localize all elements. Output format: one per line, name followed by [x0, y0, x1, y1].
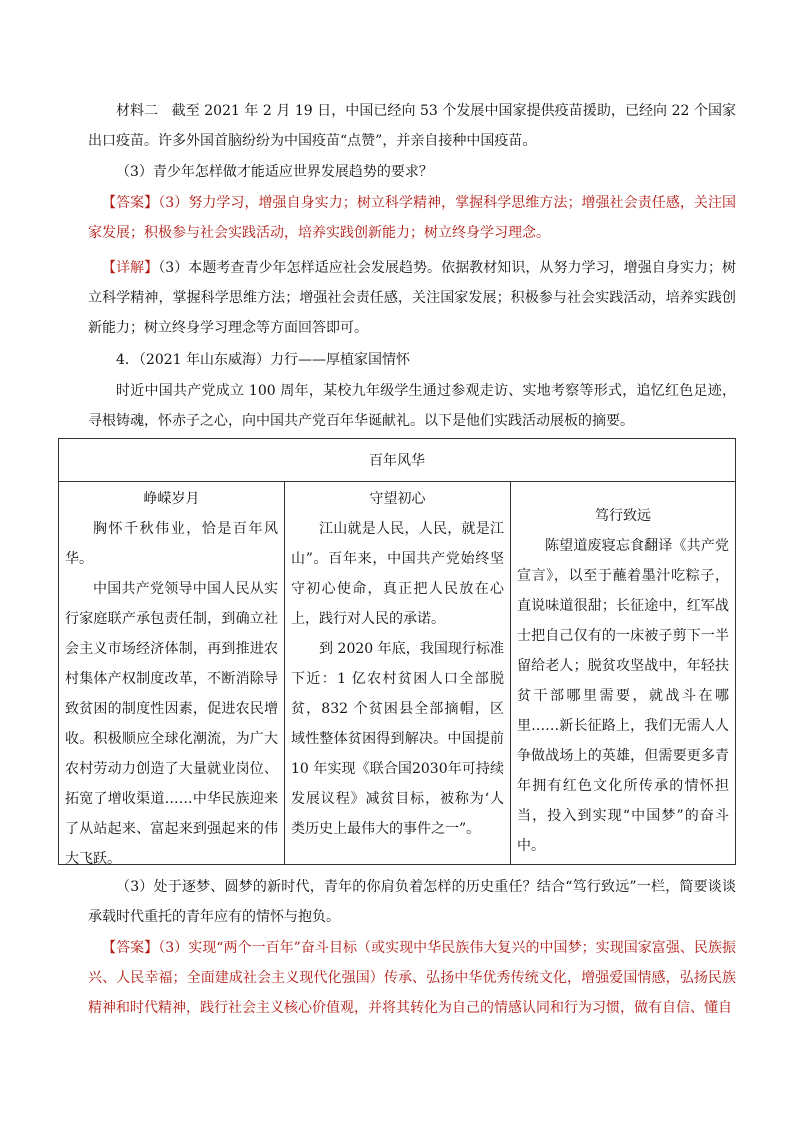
- question-3b: （3）处于逐梦、圆梦的新时代，青年的你肩负着怎样的历史重任？结合“笃行致远”一栏，简要谈谈承载时代重托的青年应有的情怀与抱负。: [88, 879, 736, 925]
- answer-tag-2: 【答案】: [102, 940, 159, 956]
- question-4-title: 4．（2021 年山东威海）力行——厚植家国情怀: [116, 352, 410, 368]
- column-1-title: 峥嵘岁月: [143, 491, 200, 507]
- material2-text: 截至 2021 年 2 月 19 日，中国已经向 53 个发展中国家提供疫苗援助，已经向 22 个国家出口疫苗。许多外国首脑纷纷为中国疫苗“点赞”，并亲自接种中国疫苗。: [88, 103, 737, 149]
- answer-3a-text: （3）努力学习，增强自身实力；树立科学精神，掌握科学思维方法；增强社会责任感，关注国家发展；积极参与社会实践活动，培养实践创新能力；树立终身学习理念。: [88, 195, 737, 241]
- column-3-paragraph-1: 陈望道废寝忘食翻译《共产党宣言》，以至于蘸着墨汁吃粽子，直说味道很甜；长征途中，红军战士把自己仅有的一床被子剪下一半留给老人；脱贫攻坚战中，年轻扶贫干部哪里需要，就战斗在哪里……新长征路上，我们无需人人争做战场上的英雄，但需要更多青年拥有红色文化所传承的情怀担当，投入到实现“中国梦”的奋斗中。: [517, 538, 729, 854]
- answer-3a-paragraph: [88, 188, 736, 248]
- material2-paragraph: [88, 96, 736, 156]
- answer-3b-paragraph: [88, 933, 736, 1023]
- column-1-paragraph-1: 胸怀千秋伟业，恰是百年风华。: [65, 521, 278, 567]
- column-2-paragraph-1: 江山就是人民，人民，就是江山”。百年来，中国共产党始终坚守初心使命，真正把人民放在心上，践行对人民的承诺。: [291, 521, 504, 627]
- table-column-2: [285, 481, 511, 864]
- material2-label: 材料二: [116, 103, 159, 119]
- column-2-title: 守望初心: [369, 491, 426, 507]
- question-4-intro: 时近中国共产党成立 100 周年，某校九年级学生通过参观走访、实地考察等形式，追忆红色足迹，寻根铸魂，怀赤子之心，向中国共产党百年华诞献礼。以下是他们实践活动展板的摘要。: [88, 383, 736, 429]
- detail-tag: 【详解】: [102, 260, 159, 276]
- question-3a: （3）青少年怎样做才能适应世界发展趋势的要求？: [116, 164, 433, 180]
- display-board-table: [58, 438, 736, 865]
- detail-3a-text: （3）本题考查青少年怎样适应社会发展趋势。依据教材知识，从努力学习，增强自身实力；树立科学精神，掌握科学思维方法；增强社会责任感，关注国家发展；积极参与社会实践活动，培养实践创新能力；树立终身学习理念等方面回答即可。: [88, 260, 737, 336]
- answer-3b-text: （3）实现“两个一百年”奋斗目标（或实现中华民族伟大复兴的中国梦；实现国家富强、民族振兴、人民幸福；全面建成社会主义现代化强国）传承、弘扬中华优秀传统文化，增强爱国情感，弘扬民族精神和时代精神，践行社会主义核心价值观，并将其转化为自己的情感认同和行为习惯，做有自信、懂自: [88, 940, 737, 1016]
- table-column-3: [511, 481, 735, 864]
- column-3-title: 笃行致远: [595, 508, 651, 524]
- column-2-paragraph-2: 到 2020 年底，我国现行标准下近：1 亿农村贫困人口全部脱贫，832 个贫困县全部摘帽，区域性整体贫困得到解决。中国提前 10 年实现《联合国2030年可持续发展议程》减贫目标，被称为‘人类历史上最伟大的事件之一”。: [291, 641, 504, 837]
- table-column-1: [59, 481, 285, 867]
- answer-tag: 【答案】: [102, 195, 159, 211]
- column-1-paragraph-2: 中国共产党领导中国人民从实行家庭联产承包责任制，到确立社会主义市场经济体制，再到推进农村集体产权制度改革，不断消除导致贫困的制度性因素，促进农民增收。积极顺应全球化潮流，为广大农村劳动力创造了大量就业岗位、拓宽了增收渠道……中华民族迎来了从站起来、富起来到强起来的伟大飞跃。: [65, 581, 278, 867]
- table-header: 百年风华: [59, 439, 735, 482]
- detail-3a-paragraph: [88, 253, 736, 343]
